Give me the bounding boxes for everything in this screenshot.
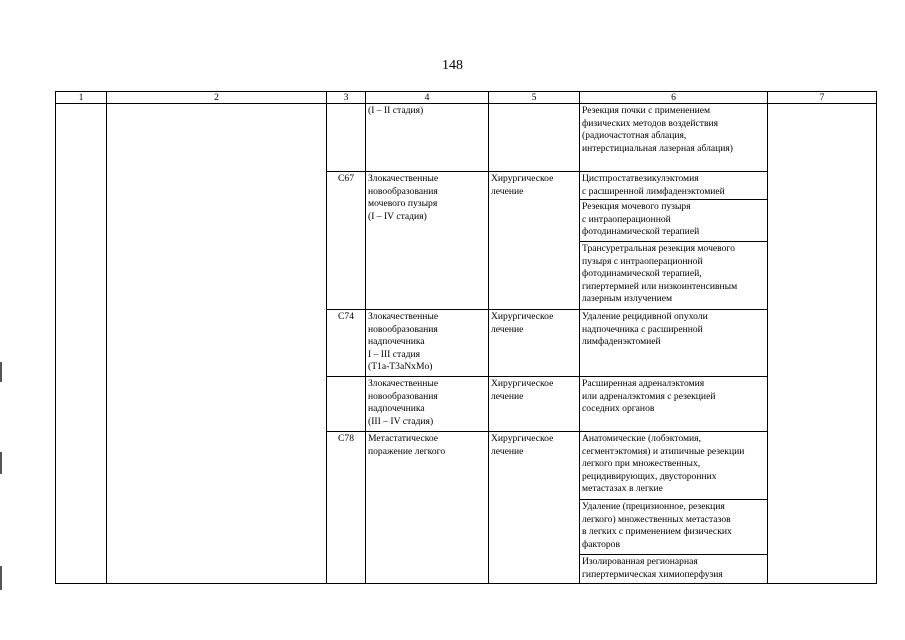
diagnosis-cell [366,310,489,377]
diagnosis-text: Злокачественные новообразования надпочечника I – III стадия (T1a-T3aNxMo) [368,311,439,373]
method-text: Цистпростатвезикулэктомия с расширенной лимфаденэктомией [580,172,767,200]
method-text: Резекция почки с применением физических методов воздействия (радиочастотная аблация, интерстициальная лазерная аблация) [582,105,733,154]
scan-edge-mark [0,362,2,382]
treatment-cell [489,104,580,172]
method-text: Резекция мочевого пузыря с интраоперационной фотодинамической терапией [580,200,767,242]
treatment-cell [489,377,580,432]
method-text: Расширенная адреналэктомия или адреналэктомия с резекцией соседних органов [582,378,716,415]
scan-edge-mark [0,452,2,474]
treatment-text: Хирургическое лечение [491,173,554,197]
column-number-row [56,92,877,104]
icd-code-cell [327,377,366,432]
column-number-7: 7 [768,92,877,104]
diagnosis-text: Злокачественные новообразования надпочечника (III – IV стадия) [368,378,439,427]
methods-cell [580,104,768,172]
icd-code-cell: C67 [327,172,366,310]
icd-code-cell: C78 [327,432,366,584]
column-number-3: 3 [327,92,366,104]
column-number-6: 6 [580,92,768,104]
treatment-cell [489,172,580,310]
col7-cell [768,104,877,584]
col1-cell [56,104,107,584]
col2-cell [107,104,327,584]
diagnosis-cell [366,172,489,310]
methods-cell [580,310,768,377]
icd-code-cell [327,104,366,172]
scan-edge-mark [0,566,2,590]
method-text: Удаление рецидивной опухоли надпочечника с расширенной лимфаденэктомией [582,311,708,348]
diagnosis-cell [366,432,489,584]
treatment-cell [489,432,580,584]
method-text: Анатомические (лобэктомия, сегментэктомия) и атипичные резекции легкого при множественных, рецидивирующих, двусторонних метастазах в легкие [580,432,767,500]
icd-code-cell: C74 [327,310,366,377]
method-text: Изолированная регионарная гипертермическая химиоперфузия [582,556,723,580]
treatment-cell [489,310,580,377]
table-row [56,104,877,172]
column-number-4: 4 [366,92,489,104]
diagnosis-text: Метастатическое поражение легкого [368,433,446,457]
methods-cell [580,172,768,310]
column-number-5: 5 [489,92,580,104]
treatment-text: Хирургическое лечение [491,311,554,335]
diagnosis-cell [366,377,489,432]
diagnosis-text: Злокачественные новообразования мочевого пузыря (I – IV стадия) [368,173,439,222]
diagnosis-cell [366,104,489,172]
method-text: Трансуретральная резекция мочевого пузыря с интраоперационной фотодинамической терапией, гипертермией или низкоинтенсивным лазерным излучением [582,243,738,305]
methods-cell [580,432,768,584]
methods-cell [580,377,768,432]
method-text: Удаление (прецизионное, резекция легкого) множественных метастазов в легких с применением физических факторов [580,500,767,555]
column-number-1: 1 [56,92,107,104]
column-number-2: 2 [107,92,327,104]
procedures-table [55,91,877,584]
page-number: 148 [442,58,463,73]
treatment-text: Хирургическое лечение [491,378,554,402]
treatment-text: Хирургическое лечение [491,433,554,457]
diagnosis-text: (I – II стадия) [368,105,424,116]
